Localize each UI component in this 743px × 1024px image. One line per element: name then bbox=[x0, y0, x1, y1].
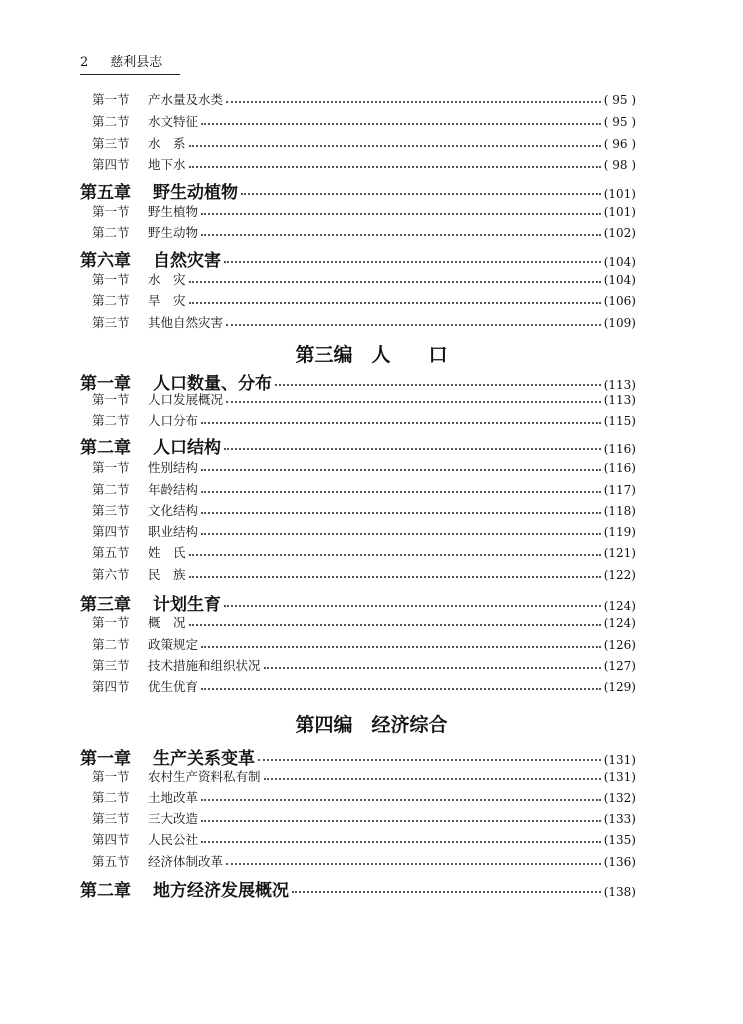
toc-section-row[interactable] bbox=[92, 270, 636, 288]
toc-entry-page: (104) bbox=[603, 273, 636, 287]
toc-entry-title: 产水量及水类 bbox=[148, 92, 224, 107]
toc-section-row[interactable] bbox=[92, 112, 636, 130]
part-heading: 第四编 经济综合 bbox=[295, 714, 448, 736]
toc-entry-title: 概 况 bbox=[148, 615, 186, 630]
toc-entry-page: ( 96 ) bbox=[603, 137, 636, 151]
toc-entry-page: (131) bbox=[603, 753, 636, 767]
toc-entry-number: 第一节 bbox=[92, 272, 130, 287]
dot-leader bbox=[201, 799, 601, 801]
toc-entry-title: 地方经济发展概况 bbox=[153, 881, 289, 901]
toc-entry-title: 旱 灾 bbox=[148, 293, 186, 308]
toc-entry-title: 野生植物 bbox=[148, 204, 199, 219]
dot-leader bbox=[201, 512, 601, 514]
toc-entry-number: 第一节 bbox=[92, 392, 130, 407]
toc-entry-page: (113) bbox=[603, 378, 636, 392]
toc-entry-page: (106) bbox=[603, 294, 636, 308]
toc-section-row[interactable] bbox=[92, 90, 636, 108]
toc-entry-page: (116) bbox=[603, 442, 636, 456]
toc-entry-title: 政策规定 bbox=[148, 637, 199, 652]
dot-leader bbox=[224, 605, 601, 607]
toc-entry-page: (101) bbox=[603, 205, 636, 219]
toc-entry-title: 年龄结构 bbox=[148, 482, 199, 497]
toc-entry-title: 职业结构 bbox=[148, 524, 199, 539]
toc-section-row[interactable] bbox=[92, 291, 636, 309]
toc-chapter-row[interactable] bbox=[80, 876, 636, 901]
toc-entry-title: 性别结构 bbox=[148, 460, 199, 475]
toc-section-row[interactable] bbox=[92, 656, 636, 674]
dot-leader bbox=[201, 688, 601, 690]
toc-entry-number: 第四节 bbox=[92, 832, 130, 847]
toc-entry-title: 人口分布 bbox=[148, 413, 199, 428]
dot-leader bbox=[201, 469, 601, 471]
dot-leader bbox=[241, 193, 601, 195]
toc-chapter-row[interactable] bbox=[80, 178, 636, 203]
toc-entry-title: 其他自然灾害 bbox=[148, 315, 224, 330]
toc-entry-title: 土地改革 bbox=[148, 790, 199, 805]
dot-leader bbox=[189, 576, 601, 578]
toc-entry-title: 文化结构 bbox=[148, 503, 199, 518]
toc-entry-page: (109) bbox=[603, 316, 636, 330]
toc-entry-title: 优生优育 bbox=[148, 679, 199, 694]
toc-entry-number: 第二章 bbox=[80, 881, 131, 901]
dot-leader bbox=[201, 234, 601, 236]
toc-entry-page: (126) bbox=[603, 638, 636, 652]
toc-entry-number: 第六章 bbox=[80, 251, 131, 271]
toc-entry-page: (115) bbox=[603, 414, 636, 428]
toc-entry-number: 第三节 bbox=[92, 658, 130, 673]
toc-entry-number: 第一节 bbox=[92, 769, 130, 784]
dot-leader bbox=[264, 778, 601, 780]
toc-entry-title: 水文特征 bbox=[148, 114, 199, 129]
dot-leader bbox=[226, 101, 601, 103]
toc-section-row[interactable] bbox=[92, 501, 636, 519]
toc-entry-number: 第一节 bbox=[92, 204, 130, 219]
dot-leader bbox=[201, 841, 601, 843]
toc-entry-title: 经济体制改革 bbox=[148, 854, 224, 869]
toc-chapter-row[interactable] bbox=[80, 744, 636, 769]
dot-leader bbox=[189, 281, 601, 283]
toc-entry-number: 第二节 bbox=[92, 637, 130, 652]
toc-entry-page: (122) bbox=[603, 568, 636, 582]
toc-section-row[interactable] bbox=[92, 155, 636, 173]
toc-entry-page: (104) bbox=[603, 255, 636, 269]
toc-entry-title: 人民公社 bbox=[148, 832, 199, 847]
toc-chapter-row[interactable] bbox=[80, 590, 636, 615]
toc-entry-number: 第二节 bbox=[92, 482, 130, 497]
toc-entry-number: 第二节 bbox=[92, 293, 130, 308]
toc-entry-title: 人口数量、分布 bbox=[153, 374, 272, 394]
toc-entry-page: ( 98 ) bbox=[603, 158, 636, 172]
toc-section-row[interactable] bbox=[92, 677, 636, 695]
toc-entry-title: 地下水 bbox=[148, 157, 186, 172]
toc-entry-title: 水 系 bbox=[148, 136, 186, 151]
toc-section-row[interactable] bbox=[92, 543, 636, 561]
toc-entry-title: 姓 氏 bbox=[148, 545, 186, 560]
dot-leader bbox=[201, 422, 601, 424]
toc-entry-title: 技术措施和组织状况 bbox=[148, 658, 261, 673]
dot-leader bbox=[201, 533, 601, 535]
toc-entry-number: 第四节 bbox=[92, 524, 130, 539]
toc-entry-title: 民 族 bbox=[148, 567, 186, 582]
toc-entry-title: 人口结构 bbox=[153, 438, 221, 458]
toc-entry-page: (136) bbox=[603, 855, 636, 869]
toc-entry-title: 水 灾 bbox=[148, 272, 186, 287]
dot-leader bbox=[189, 554, 601, 556]
dot-leader bbox=[189, 166, 601, 168]
toc-entry-number: 第二节 bbox=[92, 790, 130, 805]
toc-entry-number: 第四节 bbox=[92, 157, 130, 172]
part-heading: 第三编 人 口 bbox=[295, 344, 448, 366]
toc-entry-title: 野生动植物 bbox=[153, 183, 238, 203]
toc-entry-number: 第三节 bbox=[92, 811, 130, 826]
toc-entry-page: (121) bbox=[603, 546, 636, 560]
toc-section-row[interactable] bbox=[92, 411, 636, 429]
dot-leader bbox=[201, 820, 601, 822]
toc-entry-title: 自然灾害 bbox=[153, 251, 221, 271]
dot-leader bbox=[189, 302, 601, 304]
toc-entry-number: 第三节 bbox=[92, 315, 130, 330]
toc-entry-title: 计划生育 bbox=[153, 595, 221, 615]
page-number: 2 bbox=[80, 55, 89, 70]
toc-entry-page: (118) bbox=[603, 504, 636, 518]
book-title: 慈利县志 bbox=[110, 55, 163, 70]
dot-leader bbox=[201, 123, 601, 125]
toc-section-row[interactable] bbox=[92, 565, 636, 583]
toc-entry-title: 生产关系变革 bbox=[153, 749, 255, 769]
toc-section-row[interactable] bbox=[92, 480, 636, 498]
toc-entry-title: 农村生产资料私有制 bbox=[148, 769, 261, 784]
dot-leader bbox=[292, 891, 601, 893]
dot-leader bbox=[226, 863, 601, 865]
toc-section-row[interactable] bbox=[92, 613, 636, 631]
dot-leader bbox=[189, 145, 601, 147]
toc-entry-number: 第五章 bbox=[80, 183, 131, 203]
toc-section-row[interactable] bbox=[92, 830, 636, 848]
toc-entry-number: 第二节 bbox=[92, 413, 130, 428]
toc-entry-page: (131) bbox=[603, 770, 636, 784]
toc-entry-page: (124) bbox=[603, 616, 636, 630]
toc-section-row[interactable] bbox=[92, 458, 636, 476]
toc-section-row[interactable] bbox=[92, 313, 636, 331]
dot-leader bbox=[226, 401, 601, 403]
toc-entry-number: 第三节 bbox=[92, 136, 130, 151]
toc-entry-title: 人口发展概况 bbox=[148, 392, 224, 407]
toc-section-row[interactable] bbox=[92, 223, 636, 241]
toc-entry-page: (135) bbox=[603, 833, 636, 847]
scan-watermark bbox=[0, 0, 56, 51]
toc-entry-number: 第一节 bbox=[92, 460, 130, 475]
toc-section-row[interactable] bbox=[92, 635, 636, 653]
toc-section-row[interactable] bbox=[92, 852, 636, 870]
toc-entry-page: (124) bbox=[603, 599, 636, 613]
toc-chapter-row[interactable] bbox=[80, 246, 636, 271]
dot-leader bbox=[258, 759, 601, 761]
toc-entry-page: (129) bbox=[603, 680, 636, 694]
toc-entry-title: 野生动物 bbox=[148, 225, 199, 240]
dot-leader bbox=[189, 624, 601, 626]
toc-entry-number: 第二章 bbox=[80, 438, 131, 458]
toc-entry-title: 三大改造 bbox=[148, 811, 199, 826]
toc-entry-number: 第四节 bbox=[92, 679, 130, 694]
toc-section-row[interactable] bbox=[92, 202, 636, 220]
toc-entry-number: 第三节 bbox=[92, 503, 130, 518]
running-header bbox=[80, 46, 180, 75]
toc-entry-page: (132) bbox=[603, 791, 636, 805]
toc-entry-number: 第二节 bbox=[92, 114, 130, 129]
toc-entry-number: 第三章 bbox=[80, 595, 131, 615]
dot-leader bbox=[226, 324, 601, 326]
toc-entry-number: 第六节 bbox=[92, 567, 130, 582]
dot-leader bbox=[264, 667, 601, 669]
toc-section-row[interactable] bbox=[92, 134, 636, 152]
toc-section-row[interactable] bbox=[92, 522, 636, 540]
toc-entry-page: (138) bbox=[603, 885, 636, 899]
toc-entry-number: 第二节 bbox=[92, 225, 130, 240]
dot-leader bbox=[224, 448, 601, 450]
toc-chapter-row[interactable] bbox=[80, 433, 636, 458]
toc-entry-page: (127) bbox=[603, 659, 636, 673]
toc-section-row[interactable] bbox=[92, 767, 636, 785]
toc-entry-page: (113) bbox=[603, 393, 636, 407]
toc-section-row[interactable] bbox=[92, 809, 636, 827]
toc-entry-number: 第一章 bbox=[80, 749, 131, 769]
toc-entry-page: (133) bbox=[603, 812, 636, 826]
dot-leader bbox=[275, 384, 601, 386]
toc-entry-page: (119) bbox=[603, 525, 636, 539]
toc-entry-number: 第一节 bbox=[92, 92, 130, 107]
toc-entry-page: ( 95 ) bbox=[603, 115, 636, 129]
toc-entry-number: 第一章 bbox=[80, 374, 131, 394]
toc-entry-page: ( 95 ) bbox=[603, 93, 636, 107]
toc-entry-number: 第一节 bbox=[92, 615, 130, 630]
toc-section-row[interactable] bbox=[92, 390, 636, 408]
toc-entry-number: 第五节 bbox=[92, 545, 130, 560]
dot-leader bbox=[201, 213, 601, 215]
toc-entry-page: (116) bbox=[603, 461, 636, 475]
toc-entry-number: 第五节 bbox=[92, 854, 130, 869]
dot-leader bbox=[201, 491, 601, 493]
toc-entry-page: (101) bbox=[603, 187, 636, 201]
dot-leader bbox=[224, 261, 601, 263]
toc-entry-page: (102) bbox=[603, 226, 636, 240]
toc-section-row[interactable] bbox=[92, 788, 636, 806]
dot-leader bbox=[201, 646, 601, 648]
toc-entry-page: (117) bbox=[603, 483, 636, 497]
